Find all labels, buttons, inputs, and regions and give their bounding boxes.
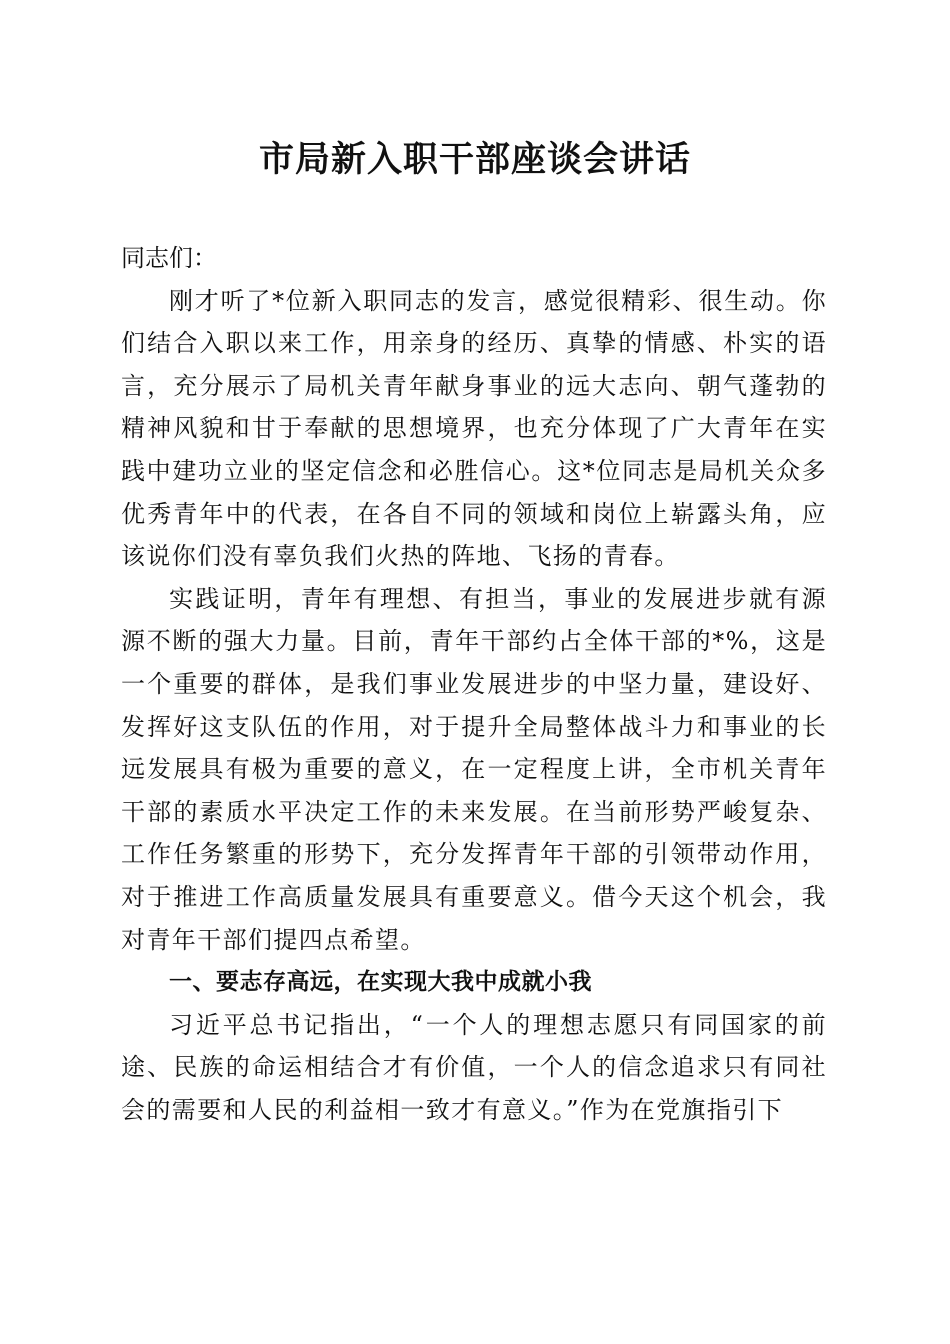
section-paragraph: 习近平总书记指出，“一个人的理想志愿只有同国家的前途、民族的命运相结合才有价值，一个人的信念追求只有同社会的需要和人民的利益相一致才有意义。”作为在党旗指引下 <box>121 1010 827 1124</box>
paragraph: 实践证明，青年有理想、有担当，事业的发展进步就有源源不断的强大力量。目前，青年干部约占全体干部的*%，这是一个重要的群体，是我们事业发展进步的中坚力量，建设好、发挥好这支队伍的作用，对于提升全局整体战斗力和事业的长远发展具有极为重要的意义，在一定程度上讲，全市机关青年干部的素质水平决定工作的未来发展。在当前形势严峻复杂、工作任务繁重的形势下，充分发挥青年干部的引领带动作用，对于推进工作高质量发展具有重要意义。借今天这个机会，我对青年干部们提四点希望。 <box>121 584 827 954</box>
document-title: 市局新入职干部座谈会讲话 <box>258 139 691 180</box>
section-heading: 一、要志存高远，在实现大我中成就小我 <box>169 969 592 996</box>
document-body <box>121 237 827 1131</box>
salutation: 同志们： <box>121 244 217 272</box>
paragraph: 刚才听了*位新入职同志的发言，感觉很精彩、很生动。你们结合入职以来工作，用亲身的经历、真挚的情感、朴实的语言，充分展示了局机关青年献身事业的远大志向、朝气蓬勃的精神风貌和甘于奉献的思想境界，也充分体现了广大青年在实践中建功立业的坚定信念和必胜信心。这*位同志是局机关众多优秀青年中的代表，在各自不同的领域和岗位上崭露头角，应该说你们没有辜负我们火热的阵地、飞扬的青春。 <box>121 286 827 571</box>
